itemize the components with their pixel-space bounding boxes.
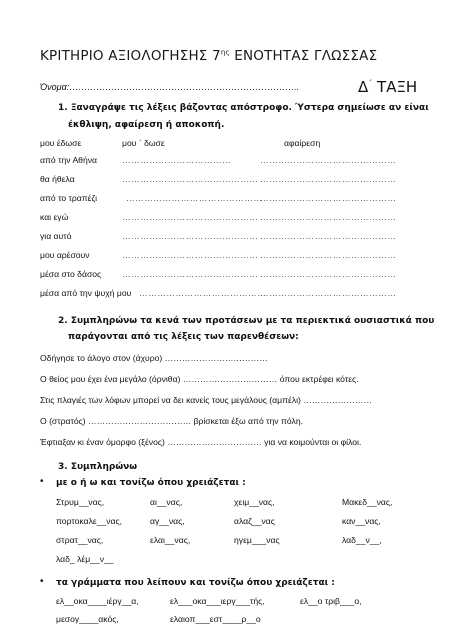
bullet-icon: •	[40, 576, 44, 587]
grade-letter: Δ	[358, 78, 369, 96]
q1-example-answer: αφαίρεση	[284, 138, 321, 148]
fill-word[interactable]: ελ___οκα___ιεργ___τής,	[170, 596, 265, 606]
q1-blank-type[interactable]: ………………………………………	[260, 193, 397, 203]
title-rest: ΕΝΟΤΗΤΑΣ ΓΛΩΣΣΑΣ	[229, 48, 378, 64]
fill-word[interactable]: αλαζ__νας	[234, 516, 275, 526]
q1-heading-line1: 1. Ξαναγράψε τις λέξεις βάζοντας απόστροφο. Ύστερα σημείωσε αν είναι	[58, 103, 429, 113]
q2-sentence[interactable]: Στις πλαγιές των λόφων μπορεί να δει κανείς τους μεγάλους (αμπέλι) ……………………	[40, 395, 373, 405]
bullet-icon: •	[40, 476, 44, 487]
q1-blank-type[interactable]: ………………………………………	[260, 269, 397, 279]
fill-word[interactable]: ελ__ο τριβ___ο,	[300, 596, 362, 606]
q1-blank-type[interactable]: ………………………………………	[260, 288, 397, 298]
q1-blank-type[interactable]: ………………………………………	[260, 212, 397, 222]
fill-word[interactable]: αι__νας,	[150, 497, 183, 507]
q1-blank-apostrophe[interactable]: ……………………………………	[139, 288, 267, 298]
grade-label	[358, 78, 417, 96]
fill-word[interactable]: ελ__οκα____ιέργ__α,	[56, 596, 139, 606]
fill-word[interactable]: Μακεδ__νας,	[342, 497, 393, 507]
name-line[interactable]: Όνομα:…………………………………………………………………..	[40, 82, 300, 92]
q1-blank-apostrophe[interactable]: ………………………………	[122, 155, 232, 165]
q2-heading-line1: 2. Συμπληρώνω τα κενά των προτάσεων με τα περιεκτικά ουσιαστικά που	[58, 316, 435, 326]
title-main: ΚΡΙΤΗΡΙΟ ΑΞΙΟΛΟΓΗΣΗΣ 7	[40, 48, 221, 64]
q1-blank-apostrophe[interactable]: ………………………………………	[122, 250, 259, 260]
q3-part2-instruction: τα γράμματα που λείπουν και τονίζω όπου χρειάζεται :	[56, 578, 335, 588]
page-title	[40, 48, 377, 64]
q1-blank-type[interactable]: ………………………………………	[260, 174, 397, 184]
fill-word[interactable]: στρατ__νας,	[56, 535, 104, 545]
grade-mark: ΄	[368, 79, 373, 88]
q1-blank-type[interactable]: ………………………………………	[260, 155, 397, 165]
fill-word[interactable]: μεσογ____ακός,	[56, 614, 119, 624]
fill-word[interactable]: λαδ__ν__,	[342, 535, 382, 545]
fill-word[interactable]: ηγεμ___νας	[234, 535, 280, 545]
q1-blank-apostrophe[interactable]: ………………………………………	[122, 174, 259, 184]
fill-word[interactable]: Στρυμ__νας,	[56, 497, 105, 507]
fill-word[interactable]: ελαιοπ___εστ____ρ__ο	[170, 614, 261, 624]
q1-phrase: από την Αθήνα	[40, 155, 98, 165]
q1-phrase: μου αρέσουν	[40, 250, 90, 260]
q2-heading-line2: παράγονται από τις λέξεις των παρενθέσεων:	[68, 332, 299, 342]
q2-sentence[interactable]: Ο (στρατός) ……………………………… βρίσκεται έξω από την πόλη.	[40, 416, 303, 426]
q1-blank-apostrophe[interactable]: ………………………………………	[126, 193, 263, 203]
q1-blank-apostrophe[interactable]: ………………………………………	[122, 269, 259, 279]
q1-phrase: από το τραπέζι	[40, 193, 98, 203]
q3-heading: 3. Συμπληρώνω	[58, 462, 138, 472]
q1-blank-type[interactable]: ………………………………………	[260, 231, 397, 241]
q1-phrase: θα ήθελα	[40, 174, 75, 184]
fill-word[interactable]: καν__νας,	[342, 516, 381, 526]
q2-sentence[interactable]: Οδήγησε το άλογο στον (άχυρο) ………………………………	[40, 353, 268, 363]
q1-phrase: και εγώ	[40, 212, 69, 222]
title-superscript: ης	[220, 48, 230, 57]
q1-example-phrase: μου έδωσε	[40, 138, 82, 148]
fill-word[interactable]: ελαι__νας,	[150, 535, 191, 545]
q1-blank-apostrophe[interactable]: ………………………………………	[122, 231, 259, 241]
q1-phrase: μέσα από την ψυχή μου	[40, 288, 132, 298]
q1-blank-apostrophe[interactable]: ………………………………………	[122, 212, 259, 222]
q2-sentence[interactable]: Ο θείος μου έχει ένα μεγάλο (όρνιθα) …………………………… όπου εκτρέφει κότες.	[40, 374, 359, 384]
q1-phrase: μέσα στο δάσος	[40, 269, 102, 279]
q1-example-apostrophe: μου ΄ δωσε	[122, 138, 165, 148]
grade-rest: ΤΑΞΗ	[372, 78, 418, 96]
fill-word[interactable]: αγ__νας,	[150, 516, 185, 526]
q1-blank-type[interactable]: ………………………………………	[260, 250, 397, 260]
fill-word[interactable]: χειμ__νας,	[234, 497, 275, 507]
q1-phrase: για αυτό	[40, 231, 72, 241]
q3-part1-instruction: με ο ή ω και τονίζω όπου χρειάζεται :	[56, 478, 246, 488]
fill-word[interactable]: λαδ_ λέμ__ν__	[56, 554, 114, 564]
fill-word[interactable]: πορτοκαλε__νας,	[56, 516, 123, 526]
q2-sentence[interactable]: Έφτιαξαν κι έναν όμορφο (ξένος) …………………………… για να κοιμούνται οι φίλοι.	[40, 437, 362, 447]
q1-heading-line2: έκθλιψη, αφαίρεση ή αποκοπή.	[68, 120, 225, 130]
